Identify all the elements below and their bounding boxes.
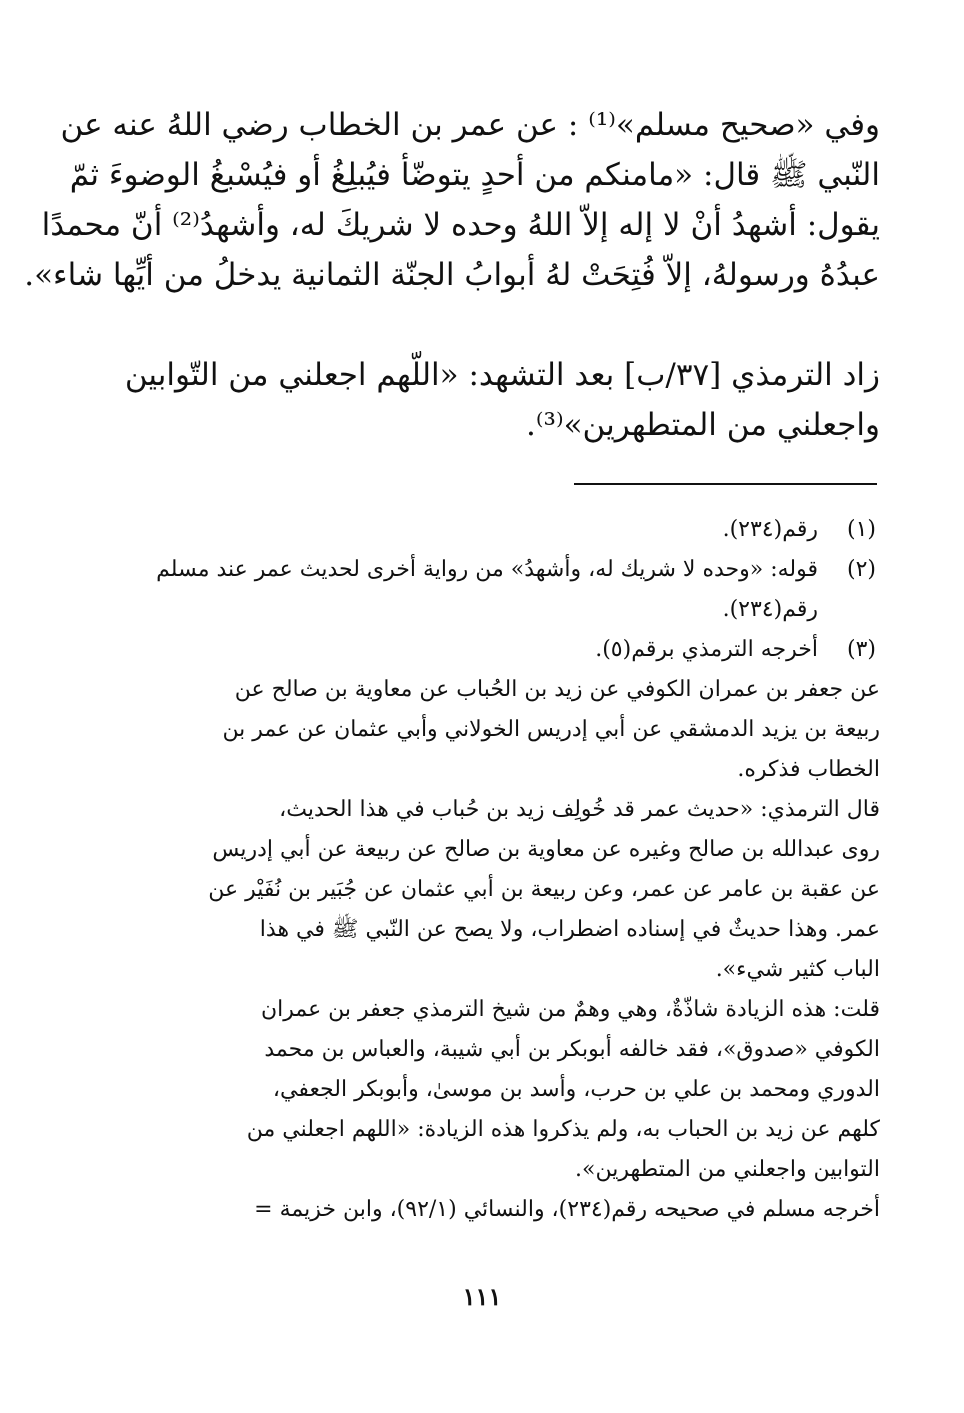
footnote-3 [80, 630, 880, 670]
footnote-line: قلت: هذه الزيادة شاذّةٌ، وهي وهمٌ من شيخ الترمذي جعفر بن عمران [260, 997, 880, 1022]
footnote-line: الباب كثير شيء». [715, 957, 880, 982]
main-paragraph-1 [24, 100, 880, 300]
main-line: زاد الترمذي [٣٧/ب] بعد التشهد: «اللّهم اجعلني من التّوابين [124, 357, 880, 393]
footnote-line: الدوري ومحمد بن علي بن حرب، وأسد بن موسىٰ، وأبوبكر الجعفي، [272, 1077, 880, 1102]
footnote-number: (٢) [846, 557, 876, 582]
main-paragraph-2 [84, 350, 880, 450]
footnote-line: قوله: «وحده لا شريك له، وأشهدُ» من رواية أخرى لحديث عمر عند مسلم [156, 557, 818, 582]
footnote-3-continuation [80, 670, 880, 1230]
main-line: واجعلني من المتطهرين»⁽³⁾. [526, 407, 880, 443]
footnote-line: روى عبدالله بن صالح وغيره عن معاوية بن صالح عن ربيعة عن أبي إدريس [212, 837, 880, 862]
footnote-line: عن عقبة بن عامر عن عمر، وعن ربيعة بن أبي عثمان عن جُبَير بن نُفَيْر عن [208, 877, 880, 902]
page-number: ١١١ [462, 1282, 502, 1311]
main-line: عبدُهُ ورسولهُ، إلاّ فُتِحَتْ لهُ أبوابُ الجنّة الثمانية يدخلُ من أيِّها شاء». [24, 257, 880, 293]
main-line: النّبي ﷺ قال: «مامنكم من أحدٍ يتوضّأ فيُبلِغُ أو فيُسْبغُ الوضوءَ ثمّ [69, 157, 880, 193]
footnote-line: أخرجه الترمذي برقم(٥). [595, 637, 818, 662]
main-line: يقول: أشهدُ أنْ لا إله إلاّ اللهُ وحده لا شريكَ له، وأشهدُ⁽²⁾ أنّ محمدًا [41, 207, 880, 243]
footnotes [80, 510, 880, 1230]
footnote-1 [80, 510, 880, 550]
footnote-line: رقم(٢٣٤). [722, 597, 818, 622]
main-line: وفي «صحيح مسلم»⁽¹⁾ : عن عمر بن الخطاب رضي اللهُ عنه عن [60, 107, 880, 143]
footnote-line: رقم(٢٣٤). [722, 517, 818, 542]
footnote-number: (١) [846, 517, 876, 542]
footnote-2 [80, 550, 880, 630]
footnote-separator [574, 483, 877, 485]
footnote-line: التوابين واجعلني من المتطهرين». [575, 1157, 880, 1182]
footnote-line: عن جعفر بن عمران الكوفي عن زيد بن الحُباب عن معاوية بن صالح عن [234, 677, 880, 702]
footnote-line: كلهم عن زيد بن الحباب به، ولم يذكروا هذه الزيادة: «اللهم اجعلني من [246, 1117, 880, 1142]
footnote-line: الكوفي «صدوق»، فقد خالفه أبوبكر بن أبي شيبة، والعباس بن محمد [264, 1037, 880, 1062]
footnote-line: عمر. وهذا حديثٌ في إسناده اضطراب، ولا يصح عن النّبي ﷺ في هذا [259, 917, 880, 942]
footnote-number: (٣) [846, 637, 876, 662]
footnote-line: قال الترمذي: «حديث عمر قد خُولِف زيد بن حُباب في هذا الحديث، [279, 797, 880, 822]
footnote-line: ربيعة بن يزيد الدمشقي عن أبي إدريس الخولاني وأبي عثمان عن عمر بن [222, 717, 880, 742]
footnote-line: الخطاب فذكره. [737, 757, 880, 782]
footnote-line: أخرجه مسلم في صحيحه رقم(٢٣٤)، والنسائي (٩٢/١)، وابن خزيمة = [254, 1197, 880, 1222]
